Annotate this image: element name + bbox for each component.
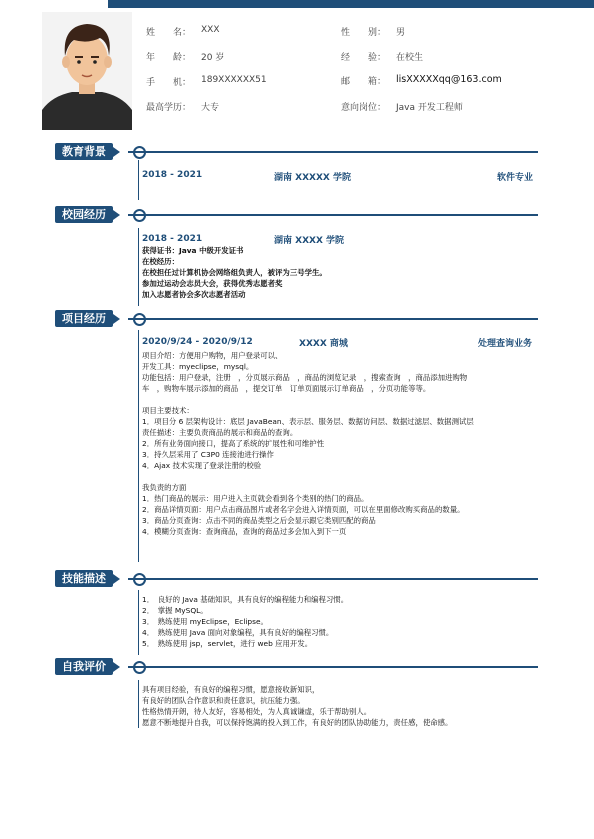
section-title-education: 教育背景 [55, 143, 113, 160]
project-line: 4．模糊分页查询：查询商品，查询的商品过多会加入到下一页 [142, 527, 347, 536]
phone-value: 189XXXXXX51 [201, 75, 267, 85]
project-line: 项目主要技术： [142, 406, 194, 415]
campus-school: 湖南 XXXX 学院 [274, 236, 345, 246]
project-line: 责任描述：主要负责商品的展示和商品的查询。 [142, 428, 298, 437]
self-line: 性格热情开朗，待人友好，容易相处，为人真诚谦虚，乐于帮助别人。 [142, 707, 372, 716]
self-line: 有良好的团队合作意识和责任意识，抗压能力强。 [142, 696, 305, 705]
project-line: 车 ，购物车展示添加的商品 ，提交订单 订单页面展示订单商品 ，分页功能等等。 [142, 384, 431, 393]
section-line-self [128, 666, 538, 668]
name-value: XXX [201, 25, 220, 35]
project-line: 我负责的方面 [142, 483, 187, 492]
top-banner [0, 0, 594, 8]
education-value: 大专 [201, 103, 220, 113]
campus-period: 2018 - 2021 [142, 234, 203, 244]
section-line-project [128, 318, 538, 320]
project-line: 1．项目分 6 层架构设计：底层 JavaBean、表示层、服务层、数据访问层、数据过滤层、数据测试层 [142, 417, 474, 426]
project-line: 项目介绍：方便用户购物，用户登录可以、 [142, 351, 283, 360]
project-period: 2020/9/24 - 2020/9/12 [142, 337, 253, 347]
email-label: 邮 箱： [341, 77, 387, 87]
avatar-illustration [42, 12, 132, 130]
section-title-project: 项目经历 [55, 310, 113, 327]
education-period: 2018 - 2021 [142, 170, 203, 180]
section-title-skills: 技能描述 [55, 570, 113, 587]
self-lines [142, 684, 452, 728]
section-line-education [128, 151, 538, 153]
self-line: 愿意不断地提升自我，可以保持饱满的投入到工作，有良好的团队协助能力，责任感，使命感。 [142, 718, 453, 727]
project-role: 处理查询业务 [478, 339, 533, 349]
section-line-campus [128, 214, 538, 216]
timeline-bar-education [138, 160, 139, 200]
education-label: 最高学历： [146, 103, 192, 113]
skills-line: 1． 良好的 Java 基础知识，具有良好的编程能力和编程习惯。 [142, 595, 349, 604]
campus-line: 加入志愿者协会多次志愿者活动 [142, 290, 246, 299]
gender-value: 男 [396, 28, 406, 38]
project-line: 3．商品分页查询：点击不同的商品类型之后会显示跟它类别匹配的商品 [142, 516, 376, 525]
project-line: 3．持久层采用了 C3P0 连接池进行操作 [142, 450, 274, 459]
timeline-bar-campus [138, 228, 139, 306]
phone-label: 手 机： [146, 78, 192, 88]
timeline-bar-skills [138, 590, 139, 655]
campus-line: 参加过运动会志员大会，获得优秀志愿者奖 [142, 279, 283, 288]
project-line-blank [142, 394, 474, 405]
skills-line: 5． 熟练使用 jsp，servlet，进行 web 应用开发。 [142, 639, 313, 648]
project-line: 4．Ajax 技术实现了登录注册的校验 [142, 461, 262, 470]
campus-line: 获得证书：Java 中级开发证书 [142, 246, 244, 255]
job-value: Java 开发工程师 [396, 103, 463, 113]
avatar [42, 12, 132, 130]
gender-label: 性 别： [341, 28, 387, 38]
campus-lines [142, 245, 327, 300]
project-line: 2．商品详情页面：用户点击商品图片或者名字会进入详情页面，可以在里面修改购买商品的数量。 [142, 505, 465, 514]
timeline-bar-project [138, 330, 139, 562]
email-value[interactable]: lisXXXXXqq@163.com [396, 74, 502, 85]
name-label: 姓 名： [146, 28, 192, 38]
self-line: 具有项目经验，有良好的编程习惯，愿意接收新知识， [142, 685, 320, 694]
skills-lines [142, 594, 348, 649]
top-banner-dark [108, 0, 594, 8]
timeline-bar-self [138, 680, 139, 728]
skills-line: 2． 掌握 MySQL。 [142, 606, 208, 615]
skills-line: 3． 熟练使用 myEclipse，Eclipse。 [142, 617, 268, 626]
experience-value: 在校生 [396, 53, 424, 63]
campus-line: 在校担任过计算机协会网络组负责人，被评为三号学生。 [142, 268, 327, 277]
project-company: XXXX 商城 [299, 339, 348, 349]
job-label: 意向岗位： [341, 103, 387, 113]
project-line: 开发工具：myeclipse，mysql。 [142, 362, 254, 371]
section-title-campus: 校园经历 [55, 206, 113, 223]
experience-label: 经 验： [341, 53, 387, 63]
project-line: 功能包括：用户登录，注册 ，分页展示商品 ，商品的浏览记录 ，搜索查询 ，商品添加进购物 [142, 373, 468, 382]
section-line-skills [128, 578, 538, 580]
campus-line: 在校经历： [142, 257, 179, 266]
project-lines [142, 350, 474, 537]
age-value: 20 岁 [201, 53, 225, 63]
age-label: 年 龄： [146, 53, 192, 63]
education-school: 湖南 XXXXX 学院 [274, 173, 351, 183]
project-line-blank [142, 471, 474, 482]
education-major: 软件专业 [497, 173, 534, 183]
skills-line: 4． 熟练使用 Java 面向对象编程，具有良好的编程习惯。 [142, 628, 334, 637]
project-line: 2．所有业务面向接口，提高了系统的扩展性和可维护性 [142, 439, 325, 448]
section-title-self: 自我评价 [55, 658, 113, 675]
project-line: 1．热门商品的展示：用户进入主页就会看到各个类别的热门的商品。 [142, 494, 369, 503]
